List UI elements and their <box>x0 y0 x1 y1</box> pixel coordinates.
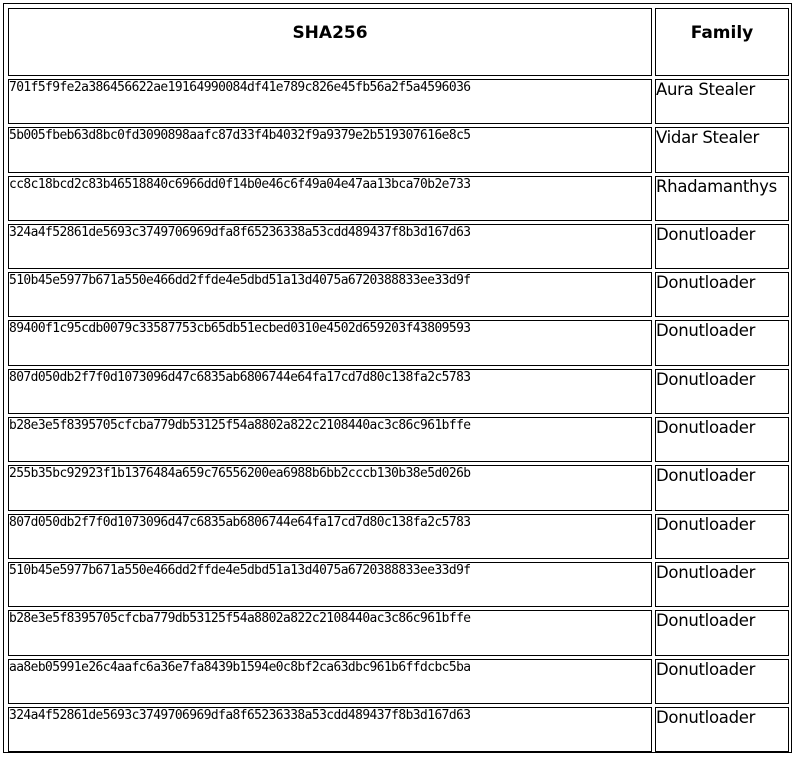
sha256-cell: aa8eb05991e26c4aafc6a36e7fa8439b1594e0c8bf2ca63dbc961b6ffdcbc5ba <box>8 659 652 704</box>
sha256-cell: 510b45e5977b671a550e466dd2ffde4e5dbd51a13d4075a6720388833ee33d9f <box>8 562 652 607</box>
family-cell: Donutloader <box>655 465 789 510</box>
sha256-cell: b28e3e5f8395705cfcba779db53125f54a8802a822c2108440ac3c86c961bffe <box>8 417 652 462</box>
table-header-row <box>8 8 789 76</box>
table-row <box>8 610 789 655</box>
family-cell: Donutloader <box>655 610 789 655</box>
family-cell: Donutloader <box>655 562 789 607</box>
column-header-sha256: SHA256 <box>8 8 652 76</box>
sha256-cell: 5b005fbeb63d8bc0fd3090898aafc87d33f4b4032f9a9379e2b519307616e8c5 <box>8 127 652 172</box>
table-row <box>8 127 789 172</box>
family-cell: Donutloader <box>655 514 789 559</box>
family-cell: Donutloader <box>655 659 789 704</box>
sha256-cell: b28e3e5f8395705cfcba779db53125f54a8802a822c2108440ac3c86c961bffe <box>8 610 652 655</box>
sha256-cell: 89400f1c95cdb0079c33587753cb65db51ecbed0310e4502d659203f43809593 <box>8 320 652 365</box>
table-body <box>8 79 789 752</box>
sha256-cell: 807d050db2f7f0d1073096d47c6835ab6806744e64fa17cd7d80c138fa2c5783 <box>8 514 652 559</box>
family-cell: Rhadamanthys <box>655 176 789 221</box>
sha256-cell: 324a4f52861de5693c3749706969dfa8f65236338a53cdd489437f8b3d167d63 <box>8 707 652 752</box>
table-row <box>8 514 789 559</box>
table-row <box>8 659 789 704</box>
ioc-table <box>5 5 792 755</box>
table-row <box>8 369 789 414</box>
family-cell: Donutloader <box>655 272 789 317</box>
sha256-cell: cc8c18bcd2c83b46518840c6966dd0f14b0e46c6f49a04e47aa13bca70b2e733 <box>8 176 652 221</box>
table-row <box>8 79 789 124</box>
family-cell: Donutloader <box>655 707 789 752</box>
table-row <box>8 562 789 607</box>
table-row <box>8 707 789 752</box>
family-cell: Aura Stealer <box>655 79 789 124</box>
column-header-family: Family <box>655 8 789 76</box>
sha256-cell: 255b35bc92923f1b1376484a659c76556200ea6988b6bb2cccb130b38e5d026b <box>8 465 652 510</box>
family-cell: Donutloader <box>655 417 789 462</box>
sha256-cell: 510b45e5977b671a550e466dd2ffde4e5dbd51a13d4075a6720388833ee33d9f <box>8 272 652 317</box>
family-cell: Donutloader <box>655 369 789 414</box>
sha256-cell: 324a4f52861de5693c3749706969dfa8f65236338a53cdd489437f8b3d167d63 <box>8 224 652 269</box>
family-cell: Donutloader <box>655 320 789 365</box>
family-cell: Donutloader <box>655 224 789 269</box>
table-row <box>8 272 789 317</box>
table-row <box>8 224 789 269</box>
table-row <box>8 417 789 462</box>
table-row <box>8 320 789 365</box>
sha256-cell: 807d050db2f7f0d1073096d47c6835ab6806744e64fa17cd7d80c138fa2c5783 <box>8 369 652 414</box>
table-row <box>8 465 789 510</box>
sha256-cell: 701f5f9fe2a386456622ae19164990084df41e789c826e45fb56a2f5a4596036 <box>8 79 652 124</box>
family-cell: Vidar Stealer <box>655 127 789 172</box>
table-row <box>8 176 789 221</box>
